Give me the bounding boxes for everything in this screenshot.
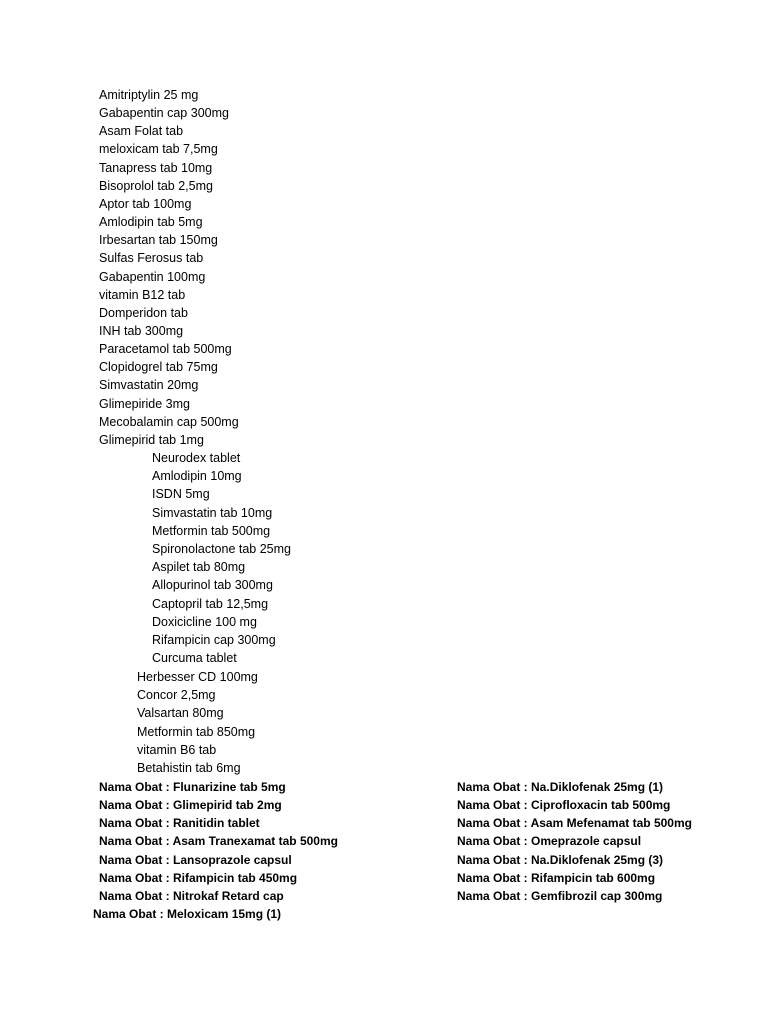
medicine-item: Glimepirid tab 1mg — [99, 432, 204, 447]
nama-obat-item: Nama Obat : Lansoprazole capsul — [99, 852, 292, 867]
nama-obat-item: Nama Obat : Glimepirid tab 2mg — [99, 798, 282, 813]
nama-obat-item: Nama Obat : Meloxicam 15mg (1) — [93, 907, 282, 922]
medicine-item: Allopurinol tab 300mg — [152, 578, 273, 593]
nama-obat-item: Nama Obat : Na.Diklofenak 25mg (3) — [457, 852, 664, 867]
medicine-item: Herbesser CD 100mg — [137, 670, 258, 684]
medicine-item: Amlodipin tab 5mg — [99, 215, 203, 230]
medicine-item: Paracetamol tab 500mg — [99, 342, 232, 357]
medicine-item: vitamin B12 tab — [99, 287, 186, 302]
medicine-item: Mecobalamin cap 500mg — [99, 414, 239, 429]
medicine-item: Valsartan 80mg — [137, 706, 224, 721]
medicine-item: INH tab 300mg — [99, 323, 184, 338]
nama-obat-item: Nama Obat : Asam Mefenamat tab 500mg — [457, 816, 692, 831]
medicine-item: Simvastatin tab 10mg — [152, 505, 273, 520]
medicine-item: Bisoprolol tab 2,5mg — [99, 178, 213, 193]
nama-obat-item: Nama Obat : Rifampicin tab 600mg — [457, 870, 656, 885]
medicine-item: Amitriptylin 25 mg — [99, 88, 199, 102]
medicine-item: Doxicicline 100 mg — [152, 614, 257, 629]
medicine-item: Simvastatin 20mg — [99, 378, 199, 393]
medicine-item: Curcuma tablet — [152, 651, 237, 666]
medicine-item: Irbesartan tab 150mg — [99, 233, 218, 248]
medicine-item: Clopidogrel tab 75mg — [99, 360, 218, 375]
medicine-item: vitamin B6 tab — [137, 742, 217, 757]
nama-obat-item: Nama Obat : Asam Tranexamat tab 500mg — [99, 834, 338, 849]
medicine-item: Betahistin tab 6mg — [137, 761, 241, 775]
nama-obat-item: Nama Obat : Omeprazole capsul — [457, 834, 642, 849]
medicine-item: Amlodipin 10mg — [152, 469, 242, 484]
medicine-item: Neurodex tablet — [152, 451, 241, 465]
medicine-item: Spironolactone tab 25mg — [152, 542, 291, 556]
nama-obat-item: Nama Obat : Ranitidin tablet — [99, 816, 260, 831]
medicine-item: ISDN 5mg — [152, 487, 210, 502]
nama-obat-item: Nama Obat : Ciprofloxacin tab 500mg — [457, 798, 671, 813]
medicine-item: Domperidon tab — [99, 305, 188, 320]
medicine-item: Concor 2,5mg — [137, 688, 216, 703]
medicine-item: Gabapentin 100mg — [99, 269, 206, 284]
nama-obat-item: Nama Obat : Gemfibrozil cap 300mg — [457, 888, 663, 903]
medicine-item: Asam Folat tab — [99, 124, 184, 139]
nama-obat-item: Nama Obat : Flunarizine tab 5mg — [99, 780, 286, 794]
medicine-item: Glimepiride 3mg — [99, 396, 191, 411]
medicine-item: Aspilet tab 80mg — [152, 560, 246, 575]
medicine-item: Aptor tab 100mg — [99, 196, 192, 211]
medicine-item: Captopril tab 12,5mg — [152, 596, 269, 611]
nama-obat-item: Nama Obat : Rifampicin tab 450mg — [99, 870, 298, 885]
medicine-item: Rifampicin cap 300mg — [152, 633, 276, 647]
medicine-item: Tanapress tab 10mg — [99, 160, 213, 175]
medicine-item: meloxicam tab 7,5mg — [99, 142, 218, 157]
medicine-item: Gabapentin cap 300mg — [99, 106, 229, 121]
nama-obat-item: Nama Obat : Na.Diklofenak 25mg (1) — [457, 780, 664, 794]
nama-obat-item: Nama Obat : Nitrokaf Retard cap — [99, 888, 284, 903]
medicine-item: Metformin tab 500mg — [152, 523, 271, 538]
medicine-item: Metformin tab 850mg — [137, 724, 256, 739]
medicine-item: Sulfas Ferosus tab — [99, 251, 204, 266]
